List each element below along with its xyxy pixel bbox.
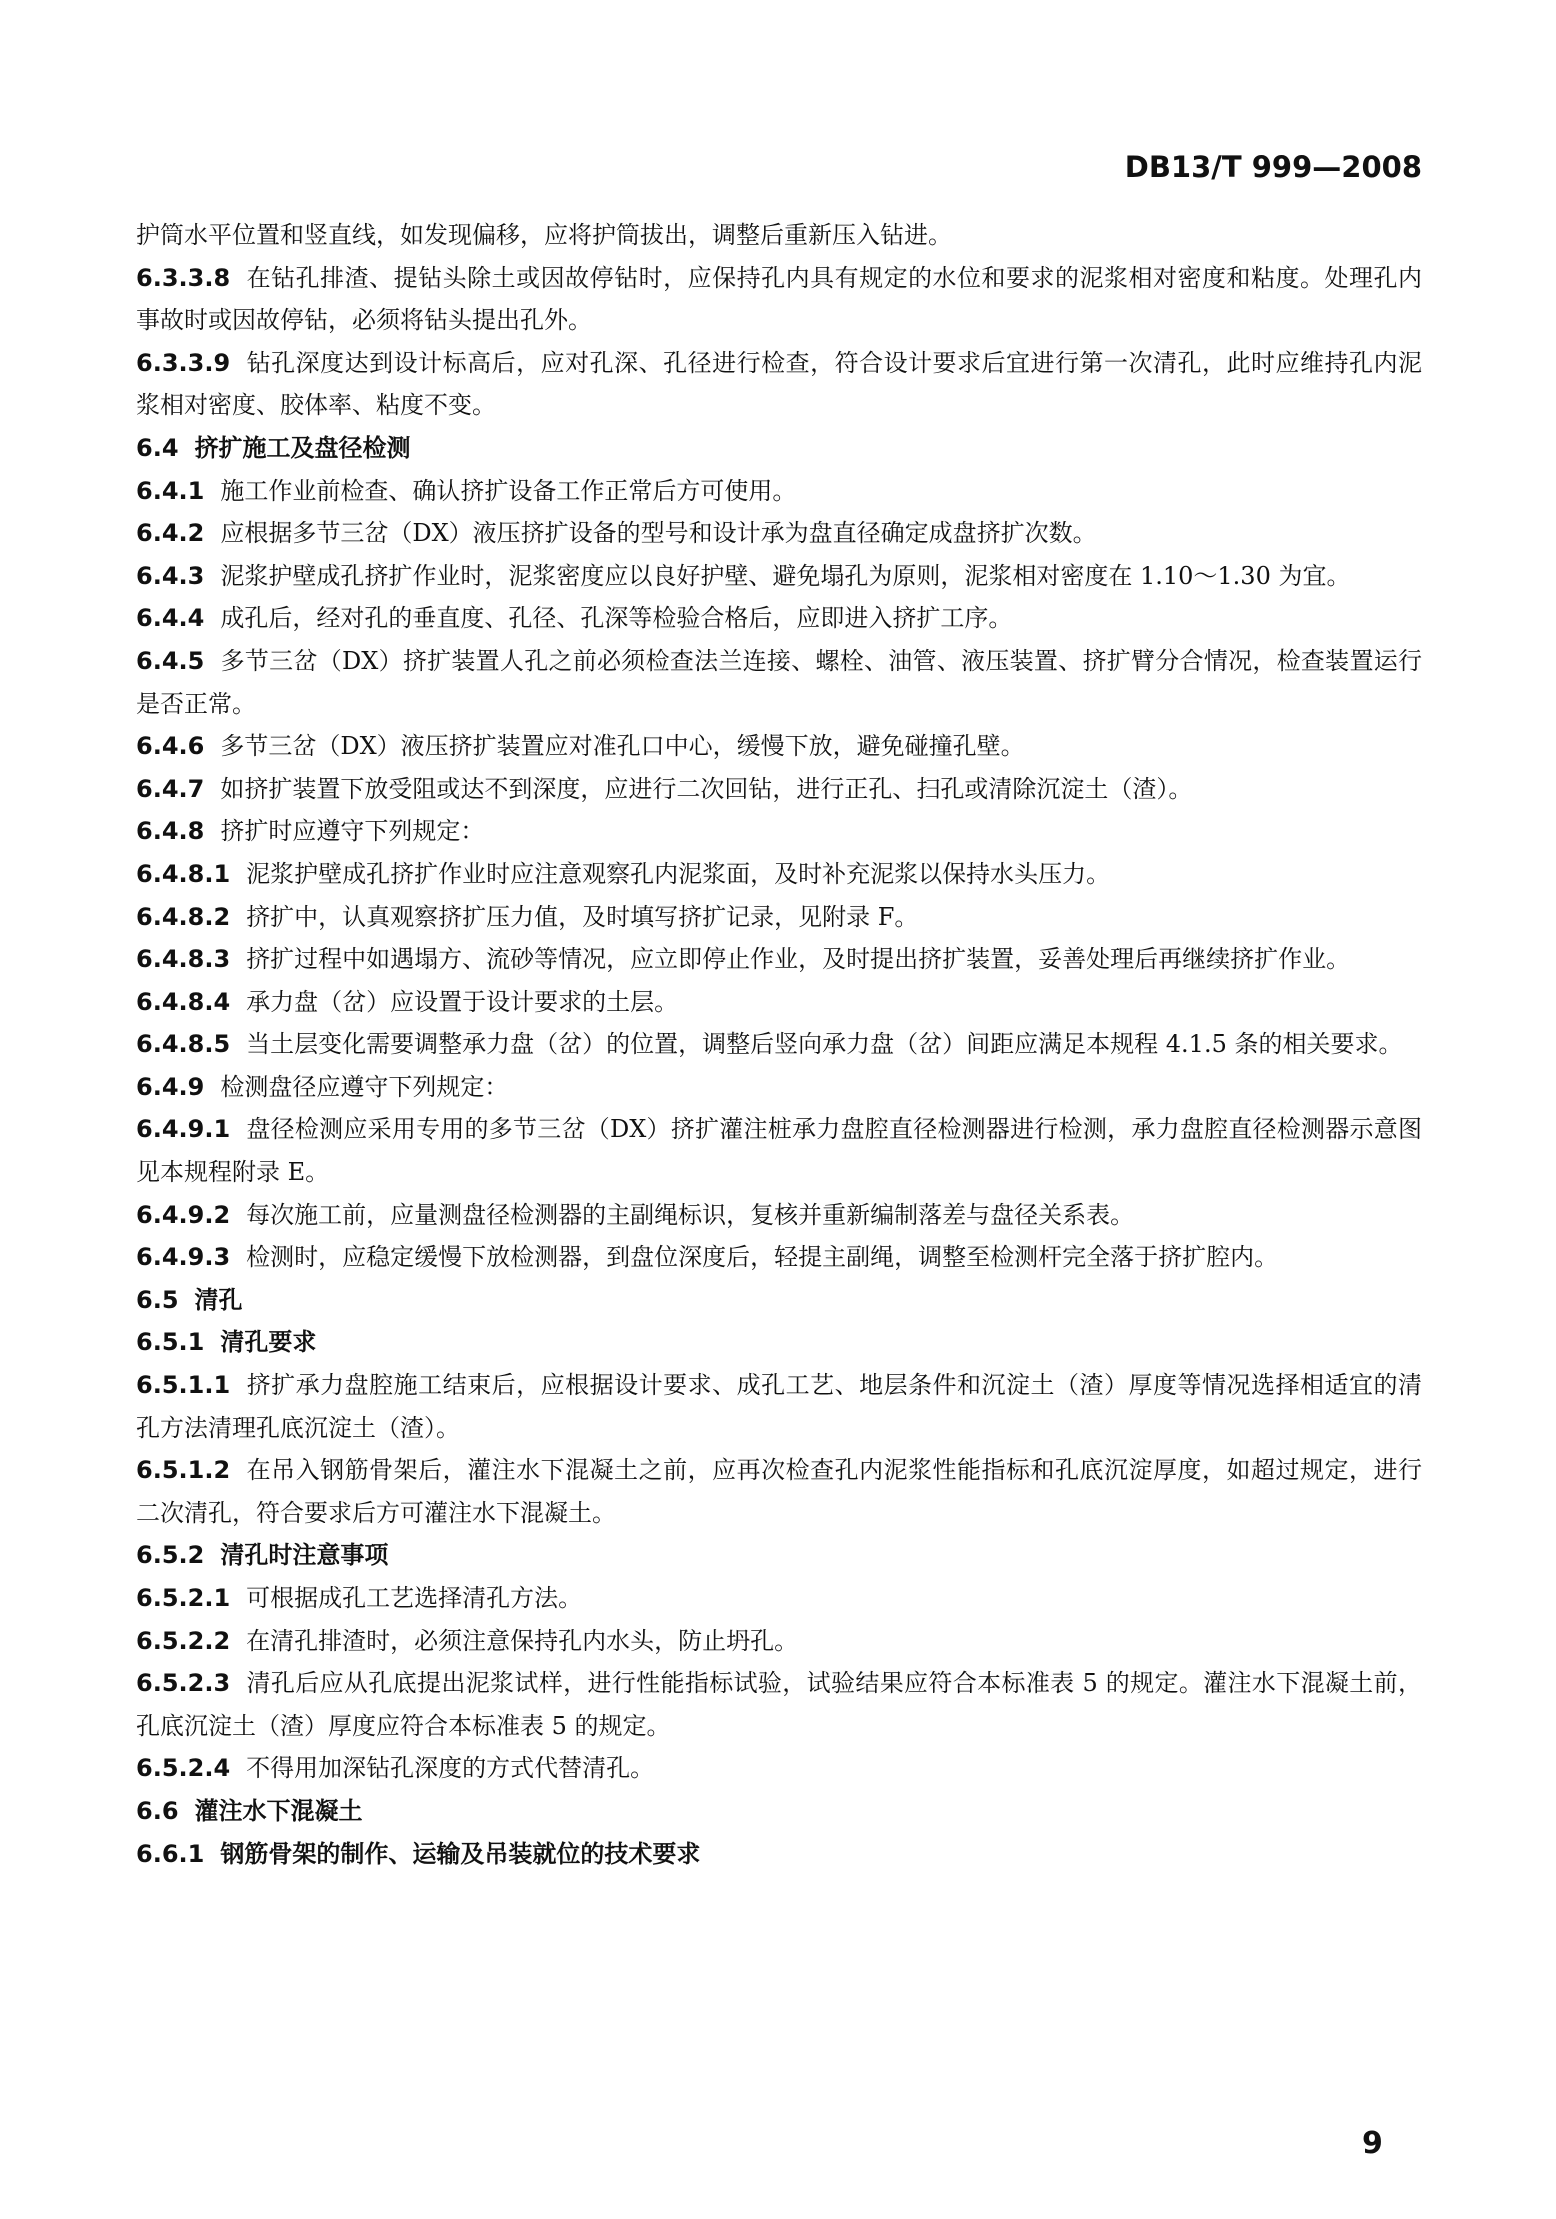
clause-text: 每次施工前，应量测盘径检测器的主副绳标识，复核并重新编制落差与盘径关系表。	[246, 1200, 1135, 1229]
clause-text: 多节三岔（DX）挤扩装置人孔之前必须检查法兰连接、螺栓、油管、液压装置、挤扩臂分合情况，检查装置运行是否正常。	[136, 646, 1422, 718]
clause-number: 6.4.8.5	[136, 1030, 231, 1059]
clause-number: 6.5.2.2	[136, 1626, 231, 1655]
clause-number: 6.3.3.9	[136, 348, 231, 377]
clause-paragraph	[136, 725, 1422, 768]
clause-number: 6.4.8.4	[136, 987, 231, 1016]
section-heading	[136, 1321, 1422, 1364]
clause-text: 不得用加深钻孔深度的方式代替清孔。	[246, 1754, 655, 1783]
clause-text: 挤扩时应遵守下列规定：	[220, 817, 485, 846]
clause-text: 可根据成孔工艺选择清孔方法。	[246, 1584, 583, 1612]
clause-text: 钢筋骨架的制作、运输及吊装就位的技术要求	[220, 1838, 701, 1868]
clause-text: 泥浆护壁成孔挤扩作业时，泥浆密度应以良好护壁、避免塌孔为原则，泥浆相对密度在 1.10～1.30 为宜。	[220, 561, 1351, 590]
clause-number: 6.4.8.3	[136, 945, 231, 974]
clause-text: 挤扩施工及盘径检测	[194, 432, 411, 462]
clause-text: 多节三岔（DX）液压挤扩装置应对准孔口中心，缓慢下放，避免碰撞孔壁。	[220, 732, 1025, 761]
clause-number: 6.4.9	[136, 1072, 205, 1101]
clause-number: 6.5	[136, 1285, 179, 1314]
clause-paragraph	[136, 512, 1422, 555]
clause-text: 检测时，应稳定缓慢下放检测器，到盘位深度后，轻提主副绳，调整至检测杆完全落于挤扩腔内。	[246, 1243, 1279, 1272]
clause-paragraph	[136, 1108, 1422, 1193]
clause-number: 6.5.1	[136, 1328, 205, 1357]
clause-paragraph	[136, 1364, 1422, 1449]
clause-text: 检测盘径应遵守下列规定：	[220, 1072, 509, 1101]
clause-text: 护筒水平位置和竖直线，如发现偏移，应将护筒拔出，调整后重新压入钻进。	[136, 221, 952, 249]
clause-number: 6.4.8.2	[136, 902, 231, 931]
clause-text: 挤扩承力盘腔施工结束后，应根据设计要求、成孔工艺、地层条件和沉淀土（渣）厚度等情况选择相适宜的清孔方法清理孔底沉淀土（渣）。	[136, 1371, 1422, 1442]
clause-number: 6.4.6	[136, 732, 205, 761]
clause-text: 灌注水下混凝土	[194, 1795, 363, 1825]
clause-text: 施工作业前检查、确认挤扩设备工作正常后方可使用。	[220, 476, 797, 505]
clause-text: 成孔后，经对孔的垂直度、孔径、孔深等检验合格后，应即进入挤扩工序。	[220, 604, 1013, 633]
clause-text: 盘径检测应采用专用的多节三岔（DX）挤扩灌注桩承力盘腔直径检测器进行检测，承力盘腔直径检测器示意图见本规程附录 E。	[136, 1115, 1422, 1187]
clause-paragraph	[136, 640, 1422, 725]
clause-number: 6.4.8	[136, 817, 205, 846]
section-heading	[136, 427, 1422, 470]
clause-number: 6.4.1	[136, 476, 205, 505]
clause-paragraph	[136, 1577, 1422, 1620]
clause-number: 6.4.5	[136, 646, 205, 675]
clause-text: 清孔后应从孔底提出泥浆试样，进行性能指标试验，试验结果应符合本标准表 5 的规定。灌注水下混凝土前，孔底沉淀土（渣）厚度应符合本标准表 5 的规定。	[136, 1669, 1422, 1740]
clause-paragraph	[136, 1662, 1422, 1747]
clause-paragraph	[136, 470, 1422, 513]
clause-number: 6.5.1.1	[136, 1371, 231, 1400]
clause-paragraph	[136, 1023, 1422, 1066]
clause-text: 钻孔深度达到设计标高后，应对孔深、孔径进行检查，符合设计要求后宜进行第一次清孔，此时应维持孔内泥浆相对密度、胶体率、粘度不变。	[136, 348, 1422, 420]
clause-number: 6.5.2.3	[136, 1669, 231, 1698]
clause-paragraph	[136, 555, 1422, 598]
clause-paragraph	[136, 342, 1422, 427]
clause-paragraph	[136, 896, 1422, 939]
clause-number: 6.4.3	[136, 561, 205, 590]
page-number: 9	[1362, 2126, 1383, 2161]
clause-paragraph	[136, 938, 1422, 981]
section-heading	[136, 1790, 1422, 1833]
clause-text: 应根据多节三岔（DX）液压挤扩设备的型号和设计承为盘直径确定成盘挤扩次数。	[220, 519, 1097, 548]
clause-text: 如挤扩装置下放受阻或达不到深度，应进行二次回钻，进行正孔、扫孔或清除沉淀土（渣）。	[220, 774, 1193, 803]
section-heading	[136, 1279, 1422, 1322]
clause-number: 6.6.1	[136, 1839, 205, 1868]
clause-paragraph	[136, 1066, 1422, 1109]
clause-paragraph	[136, 1449, 1422, 1534]
clause-number: 6.4.4	[136, 604, 205, 633]
clause-text: 在吊入钢筋骨架后，灌注水下混凝土之前，应再次检查孔内泥浆性能指标和孔底沉淀厚度，如超过规定，进行二次清孔，符合要求后方可灌注水下混凝土。	[136, 1456, 1422, 1527]
clause-paragraph	[136, 597, 1422, 640]
section-heading	[136, 1833, 1422, 1876]
clause-paragraph	[136, 257, 1422, 342]
clause-number: 6.4.9.3	[136, 1243, 231, 1272]
clause-text: 在清孔排渣时，必须注意保持孔内水头，防止坍孔。	[246, 1626, 799, 1655]
clause-number: 6.4.8.1	[136, 859, 231, 888]
clause-paragraph	[136, 1747, 1422, 1790]
clause-paragraph	[136, 1194, 1422, 1237]
clause-paragraph	[136, 981, 1422, 1024]
clause-number: 6.5.2.1	[136, 1584, 231, 1612]
clause-number: 6.4.7	[136, 774, 205, 803]
clause-text: 挤扩过程中如遇塌方、流砂等情况，应立即停止作业，及时提出挤扩装置，妥善处理后再继续挤扩作业。	[246, 945, 1351, 974]
clause-paragraph	[136, 214, 1422, 257]
clause-paragraph	[136, 768, 1422, 811]
clause-text: 挤扩中，认真观察挤扩压力值，及时填写挤扩记录，见附录 F。	[246, 902, 919, 931]
document-body	[136, 214, 1422, 1875]
standard-code: DB13/T 999—2008	[1124, 150, 1422, 184]
clause-number: 6.3.3.8	[136, 263, 231, 292]
clause-text: 承力盘（岔）应设置于设计要求的土层。	[246, 987, 679, 1016]
clause-number: 6.4	[136, 433, 179, 462]
clause-number: 6.5.1.2	[136, 1456, 231, 1485]
clause-text: 当土层变化需要调整承力盘（岔）的位置，调整后竖向承力盘（岔）间距应满足本规程 4.1.5 条的相关要求。	[246, 1030, 1403, 1059]
clause-number: 6.6	[136, 1796, 179, 1825]
clause-paragraph	[136, 853, 1422, 896]
clause-number: 6.4.9.2	[136, 1200, 231, 1229]
clause-text: 清孔要求	[220, 1327, 317, 1357]
clause-paragraph	[136, 810, 1422, 853]
clause-text: 在钻孔排渣、提钻头除土或因故停钻时，应保持孔内具有规定的水位和要求的泥浆相对密度和粘度。处理孔内事故时或因故停钻，必须将钻头提出孔外。	[136, 263, 1422, 335]
clause-paragraph	[136, 1236, 1422, 1279]
section-heading	[136, 1534, 1422, 1577]
clause-paragraph	[136, 1620, 1422, 1663]
clause-text: 清孔时注意事项	[220, 1540, 389, 1570]
clause-number: 6.4.2	[136, 519, 205, 548]
clause-text: 清孔	[194, 1284, 243, 1314]
clause-number: 6.4.9.1	[136, 1115, 231, 1144]
clause-number: 6.5.2	[136, 1541, 205, 1570]
clause-number: 6.5.2.4	[136, 1754, 231, 1783]
clause-text: 泥浆护壁成孔挤扩作业时应注意观察孔内泥浆面，及时补充泥浆以保持水头压力。	[246, 859, 1111, 888]
